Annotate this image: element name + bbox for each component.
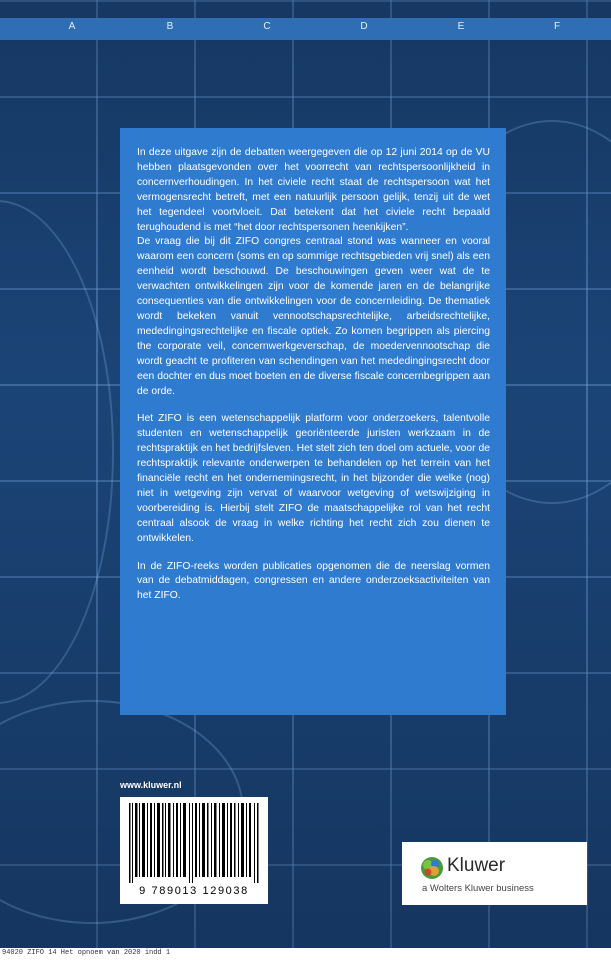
- publisher-name: Kluwer: [447, 855, 506, 876]
- column-letter-a: A: [68, 21, 76, 32]
- column-letter-f: F: [553, 21, 561, 32]
- zifo-paragraph: Het ZIFO is een wetenschappelijk platform voor onderzoekers, talentvolle studenten en wetenschappelijk georiënteerde juristen werkzaam in de rechtspraktijk en het bedrijfsleven. Het stelt zich ten doel om actuele, voor de rechtspraktijk relevante onderwerpen te behandelen op het terrein van het financiële recht en het ondernemingsrecht, in het bijzonder die welke (nog) niet in wetgeving zijn vervat of waarvoor wetgeving of wetswijziging in voorbereiding is. Hierbij stelt ZIFO de maatschappelijke rol van het recht centraal alsook de vraag in welke richting het recht zich zou dienen te ontwikkelen.: [137, 413, 490, 544]
- publisher-tagline: a Wolters Kluwer business: [422, 883, 534, 894]
- website-link[interactable]: www.kluwer.nl: [120, 780, 182, 790]
- barcode-bars: [127, 803, 261, 883]
- print-slug-text: 94020 ZIFO 14 Het opnoem van 2020 indd 1: [2, 949, 171, 957]
- intro-paragraph: In deze uitgave zijn de debatten weergegeven die op 12 juni 2014 op de VU hebben plaatsgevonden over het voorrecht van rechtspersoonlijkheid in concernverhoudingen. In het civiele recht staat de rechtspersoon wat het vermogensrecht betreft, met een natuurlijk persoon gelijk, tenzij uit de wet het tegendeel voortvloeit. Dat betekent dat het civiele recht bepaald terughoudend is met “het door rechtspersonen heenkijken”.: [137, 147, 490, 233]
- grid-column-strip: [0, 18, 611, 40]
- description-text-box: [120, 128, 506, 715]
- column-letter-e: E: [457, 21, 465, 32]
- isbn-barcode: [120, 797, 268, 904]
- topic-paragraph: De vraag die bij dit ZIFO congres centraal stond was wanneer en vooral waarom een concern (soms en op sommige rechtsgebieden vrij snel) als een eenheid wordt beschouwd. De beschouwingen geven weer wat de te verwachten ontwikkelingen zijn voor de komende jaren en de belangrijke consequenties van die ontwikkelingen voor de concernleiding. De thematiek wordt bekeken vanuit vennootschapsrechtelijke, arbeidsrechtelijke, mededingingsrechtelijke en fiscale optiek. Zo komen begrippen als piercing the corporate veil, concernwerkgeverschap, de moedervennootschap die wordt geacht te profiteren van schendingen van het mededingingsrecht door een dochter en dus moet boeten en de diverse fiscale concernbegrippen aan de orde.: [137, 236, 490, 397]
- kluwer-logo-icon: [420, 856, 444, 880]
- isbn-number: 9 789013 129038: [139, 885, 249, 897]
- publisher-logo-box: [402, 842, 587, 905]
- column-letter-b: B: [166, 21, 174, 32]
- series-paragraph: In de ZIFO-reeks worden publicaties opgenomen die de neerslag vormen van de debatmiddagen, congressen en andere onderzoeksactiviteiten van het ZIFO.: [137, 560, 490, 602]
- column-letter-d: D: [360, 21, 368, 32]
- column-letter-c: C: [263, 21, 271, 32]
